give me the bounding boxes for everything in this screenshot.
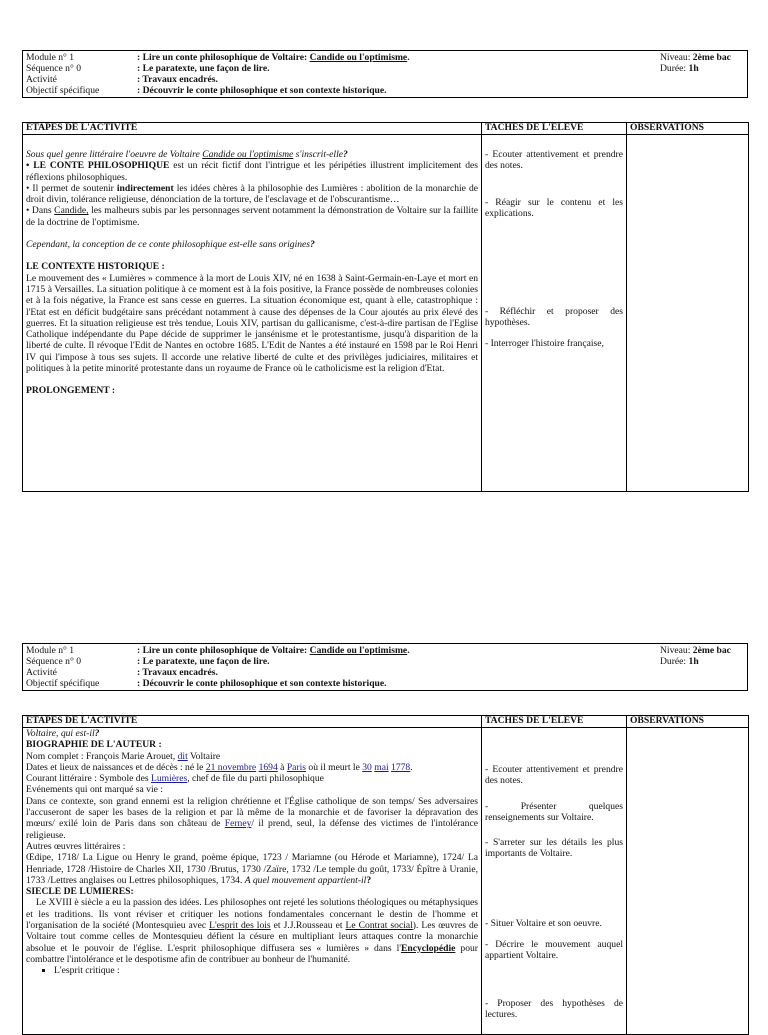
col-etapes: ETAPES DE L'ACTIVITE [23, 716, 482, 728]
esprit-critique-list [26, 965, 478, 976]
bullet-candide: • Dans Candide, les malheurs subis par les personnages servent notamment la démonstration de Voltaire sur la faillite de la doctrine de l'optimisme. [26, 205, 479, 228]
observations-cell-1 [627, 135, 749, 492]
activite-label: Activité [26, 74, 57, 85]
observations-cell-2 [627, 728, 749, 1035]
module-value: : Lire un conte philosophique de Voltaire: Candide ou l'optimisme. [137, 645, 410, 656]
sequence-value: : Le paratexte, une façon de lire. [137, 656, 270, 667]
niveau: Niveau: 2ème bac [660, 645, 731, 656]
annee-naissance-link[interactable]: 1694 [258, 761, 278, 773]
question-genre: Sous quel genre littéraire l'oeuvre de Voltaire Candide ou l'optimisme s'inscrit-elle? [26, 149, 348, 160]
ferney-link[interactable]: Ferney [224, 818, 252, 830]
tache-presenter: - Présenter quelques renseignements sur Voltaire. [485, 800, 623, 823]
col-etapes: ETAPES DE L'ACTIVITE [23, 123, 482, 135]
objectif-value: : Découvrir le conte philosophique et son contexte historique. [137, 85, 387, 96]
prolongement-title: PROLONGEMENT : [26, 385, 116, 397]
duree: Durée: 1h [660, 63, 699, 74]
tache-proposer: - Proposer des hypothèses de lectures. [485, 997, 623, 1020]
contexte-title: LE CONTEXTE HISTORIQUE : [26, 261, 165, 273]
col-observations: OBSERVATIONS [627, 716, 749, 728]
encyclopedie-link[interactable]: Encyclopédie [401, 942, 456, 954]
sequence-value: : Le paratexte, une façon de lire. [137, 63, 270, 74]
tache-reflechir: - Réfléchir et proposer des hypothèses. [485, 306, 623, 329]
col-observations: OBSERVATIONS [627, 123, 749, 135]
activite-value: : Travaux encadrés. [137, 74, 218, 85]
tache-interroger: - Interroger l'histoire française, [485, 337, 604, 349]
col-taches: TACHES DE L'ELEVE [482, 716, 627, 728]
paris-link[interactable]: Paris [286, 761, 307, 773]
tache-decrire: - Décrire le mouvement auquel appartient Voltaire. [485, 939, 623, 962]
biographie-title: BIOGRAPHIE DE L'AUTEUR : [26, 739, 162, 751]
activite-value: : Travaux encadrés. [137, 667, 218, 678]
objectif-label: Objectif spécifique [26, 85, 100, 96]
module-value: : Lire un conte philosophique de Voltaire: Candide ou l'optimisme. [137, 52, 410, 63]
taches-cell-2 [482, 728, 627, 1035]
siecle-title: SIECLE DE LUMIERES: [26, 886, 134, 898]
oeuvres-text: Œdipe, 1718/ La Ligue ou Henry le grand, poème épique, 1723 / Mariamne (ou Hérode et Mariamne), 1724/ La Henriade, 1728 /Histoire de Charles XII, 1730 /Brutus, 1730 /Zaïre, 1732 /Le temple du goût, 1733/ Épître à Uranie, 1733 /Lettres anglaises ou Lettres philosophiques, 1734. A quel mouvement appartient-il? [26, 852, 478, 886]
objectif-label: Objectif spécifique [26, 678, 100, 689]
header-box-1 [22, 50, 748, 98]
evenements-label: Evénements qui ont marqué sa vie : [26, 784, 163, 796]
activity-table-1 [22, 122, 749, 492]
tache-arreter: - S'arreter sur les détails les plus importants de Voltaire. [485, 837, 623, 860]
activity-table-2 [22, 715, 749, 1035]
contexte-text: Le mouvement des « Lumières » commence à la mort de Louis XIV, né en 1638 à Saint-Germain-en-Laye et mort en 1715 à Versailles. La situation politique à ce moment est à la fois positive, la France possède de nombreuses colonies et à la fois négative, la France est sans cesse en guerres. La situation économique est, quant à elle, catastrophique : l'Etat est en déficit budgétaire sans précédant notamment à cause des dépenses de la Cour ajoutés au prix élevé des guerres. Et la situation religieuse est très tendue, Louis XIV, partisan du gallicanisme, c'est-à-dire partisan de l'Eglise Catholique indépendante du Pape décide de supprimer le jansénisme et le protestantisme, jusqu'à disparition de la liberté de culte. Il révoque l'Edit de Nantes en octobre 1685. L'Edit de Nantes a été instauré en 1598 par le Roi Henri IV qui l'impose à tous ses sujets. Il accorde une relative liberté de culte et des privilèges judiciaires, militaires et politiques à la petite minorité protestante dans un royaume de France où le catholicisme est la religion d'Etat. [26, 272, 478, 375]
tache-reagir: - Réagir sur le contenu et les explications. [485, 196, 623, 219]
module-label: Module n° 1 [26, 645, 75, 656]
tache-ecouter: - Ecouter attentivement et prendre des notes. [485, 149, 623, 172]
evenements-text: Dans ce contexte, son grand ennemi est la religion chrétienne et l'Église catholique de son temps/ Ses adversaires l'accuseront de saper les bases de la religion et par là même de la monarchie et de favoriser la dépravation des mœurs/ exilé loin de Paris dans son château de Ferney/ il prend, seul, la défense des victimes de l'intolérance religieuse. [26, 795, 478, 841]
lumieres-link[interactable]: Lumières [150, 773, 188, 785]
question-voltaire: Voltaire, qui est-il? [26, 728, 100, 739]
date-naissance-link[interactable]: 21 novembre [205, 761, 257, 773]
dates-lieux: Dates et lieux de naissances et de décès : né le 21 novembre 1694 à Paris où il meurt le 30 mai 1778. [26, 761, 413, 773]
activite-label: Activité [26, 667, 57, 678]
taches-cell-1 [482, 135, 627, 492]
module-label: Module n° 1 [26, 52, 75, 63]
oeuvres-label: Autres œuvres littéraires : [26, 840, 126, 852]
list-item: ▪ L'esprit critique : [54, 965, 478, 976]
niveau: Niveau: 2ème bac [660, 52, 731, 63]
sequence-label: Séquence n° 0 [26, 63, 81, 74]
dit-link[interactable]: dit [177, 750, 188, 762]
etapes-cell-1 [23, 135, 482, 492]
bullet-conte: • LE CONTE PHILOSOPHIQUE est un récit fictif dont l'intrigue et les péripéties illustrent implicitement des réflexions philosophiques. [26, 160, 478, 183]
etapes-cell-2 [23, 728, 482, 1035]
nom-complet: Nom complet : François Marie Arouet, dit Voltaire [26, 750, 221, 762]
col-taches: TACHES DE L'ELEVE [482, 123, 627, 135]
sequence-label: Séquence n° 0 [26, 656, 81, 667]
courant-litteraire: Courant littéraire : Symbole des Lumières, chef de file du parti philosophique [26, 773, 324, 785]
question-origines: Cependant, la conception de ce conte philosophique est-elle sans origines? [26, 239, 315, 251]
duree: Durée: 1h [660, 656, 699, 667]
objectif-value: : Découvrir le conte philosophique et son contexte historique. [137, 678, 387, 689]
esprit-des-lois-link[interactable]: L'esprit des lois [209, 920, 271, 932]
bullet-indirect: • Il permet de soutenir indirectement les idées chères à la philosophie des Lumières : abolition de la monarchie de droit divin, tolérance religieuse, dénonciation de la torture, de l'esclavage et de l'obscurantisme… [26, 182, 478, 206]
tache-situer: - Situer Voltaire et son oeuvre. [485, 917, 602, 929]
header-box-2 [22, 643, 748, 691]
siecle-text: Le XVIII è siècle a eu la passion des idées. Les philosophes ont rejeté les solutions théologiques ou métaphysiques et les traditions. Ils vont réviser et critiquer les notions fondamentales concernant le destin de l'homme et l'organisation de la société (Montesquieu avec L'esprit des lois et J.J.Rousseau et Le Contrat social). Les œuvres de Voltaire tout comme celles de Montesquieu défient la césure en multipliant leurs attaques contre la monarchie absolue et le pouvoir de l'église. L'esprit philosophique diffusera ses « lumières » dans l'Encyclopédie pour combattre l'intolérance et le despotisme afin de contribuer au bonheur de l'humanité. [26, 897, 481, 965]
mois-deces-link[interactable]: mai [374, 761, 389, 773]
annee-deces-link[interactable]: 1778 [391, 761, 411, 773]
jour-deces-link[interactable]: 30 [362, 761, 372, 773]
contrat-social-link[interactable]: Le Contrat social [345, 920, 413, 932]
tache-ecouter: - Ecouter attentivement et prendre des notes. [485, 764, 623, 787]
